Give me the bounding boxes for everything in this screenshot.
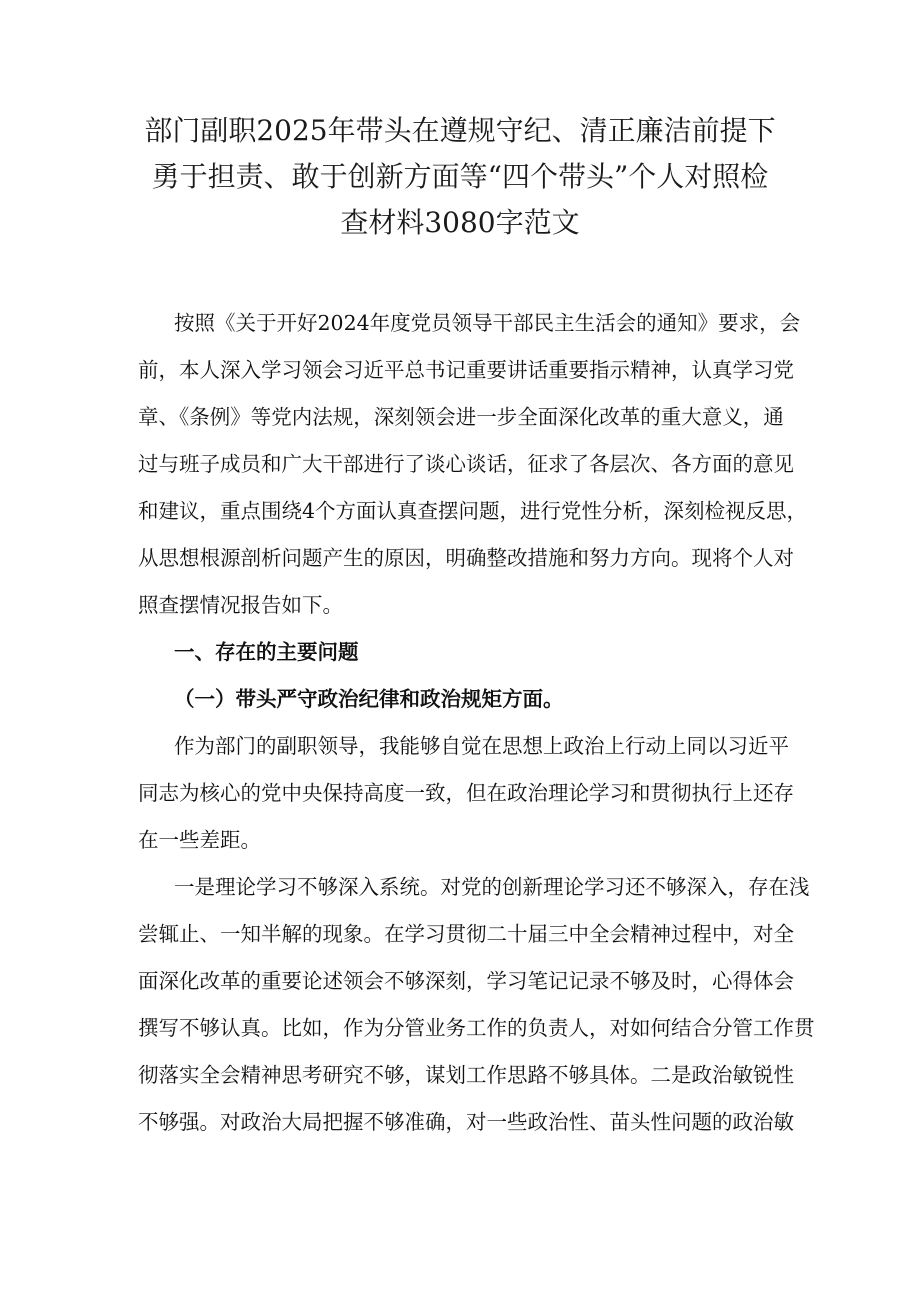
title-line: 部门副职2025年带头在遵规守纪、清正廉洁前提下 (144, 114, 776, 147)
paragraph-line: 从思想根源剖析问题产生的原因，明确整改措施和努力方向。现将个人对 (138, 546, 794, 570)
paragraph-line: 章、《条例》等党内法规，深刻领会进一步全面深化改革的重大意义，通 (138, 405, 784, 429)
intro-paragraph (138, 300, 808, 629)
paragraph-line: 面深化改革的重要论述领会不够深刻，学习笔记记录不够及时，心得体会 (138, 969, 794, 993)
paragraph-line: 一是理论学习不够深入系统。对党的创新理论学习还不够深入，存在浅 (174, 875, 810, 899)
paragraph-line: 彻落实全会精神思考研究不够，谋划工作思路不够具体。二是政治敏锐性 (138, 1063, 794, 1087)
section-heading: 一、存在的主要问题 (174, 640, 359, 664)
paragraph-line: 过与班子成员和广大干部进行了谈心谈话，征求了各层次、各方面的意见 (138, 452, 794, 476)
paragraph-line: 不够强。对政治大局把握不够准确，对一些政治性、苗头性问题的政治敏 (138, 1110, 794, 1134)
paragraph-line: 按照《关于开好2024年度党员领导干部民主生活会的通知》要求，会 (174, 311, 801, 335)
subsection-heading: （一）带头严守政治纪律和政治规矩方面。 (174, 687, 564, 711)
title-line: 勇于担责、敢于创新方面等“四个带头”个人对照检 (151, 160, 769, 193)
document-body (138, 300, 815, 1146)
body-paragraph (138, 864, 815, 1146)
body-paragraph (138, 723, 794, 864)
paragraph-line: 在一些差距。 (138, 828, 261, 852)
paragraph-line: 同志为核心的党中央保持高度一致，但在政治理论学习和贯彻执行上还存 (138, 781, 794, 805)
document-title (120, 108, 800, 246)
paragraph-line: 撰写不够认真。比如，作为分管业务工作的负责人，对如何结合分管工作贯 (138, 1016, 815, 1040)
title-line: 查材料3080字范文 (340, 206, 580, 239)
paragraph-line: 照查摆情况报告如下。 (138, 593, 343, 617)
paragraph-line: 尝辄止、一知半解的现象。在学习贯彻二十届三中全会精神过程中，对全 (138, 922, 794, 946)
paragraph-line: 和建议，重点围绕4个方面认真查摆问题，进行党性分析，深刻检视反思， (138, 499, 808, 523)
paragraph-line: 前，本人深入学习领会习近平总书记重要讲话重要指示精神，认真学习党 (138, 358, 794, 382)
paragraph-line: 作为部门的副职领导，我能够自觉在思想上政治上行动上同以习近平 (174, 734, 789, 758)
